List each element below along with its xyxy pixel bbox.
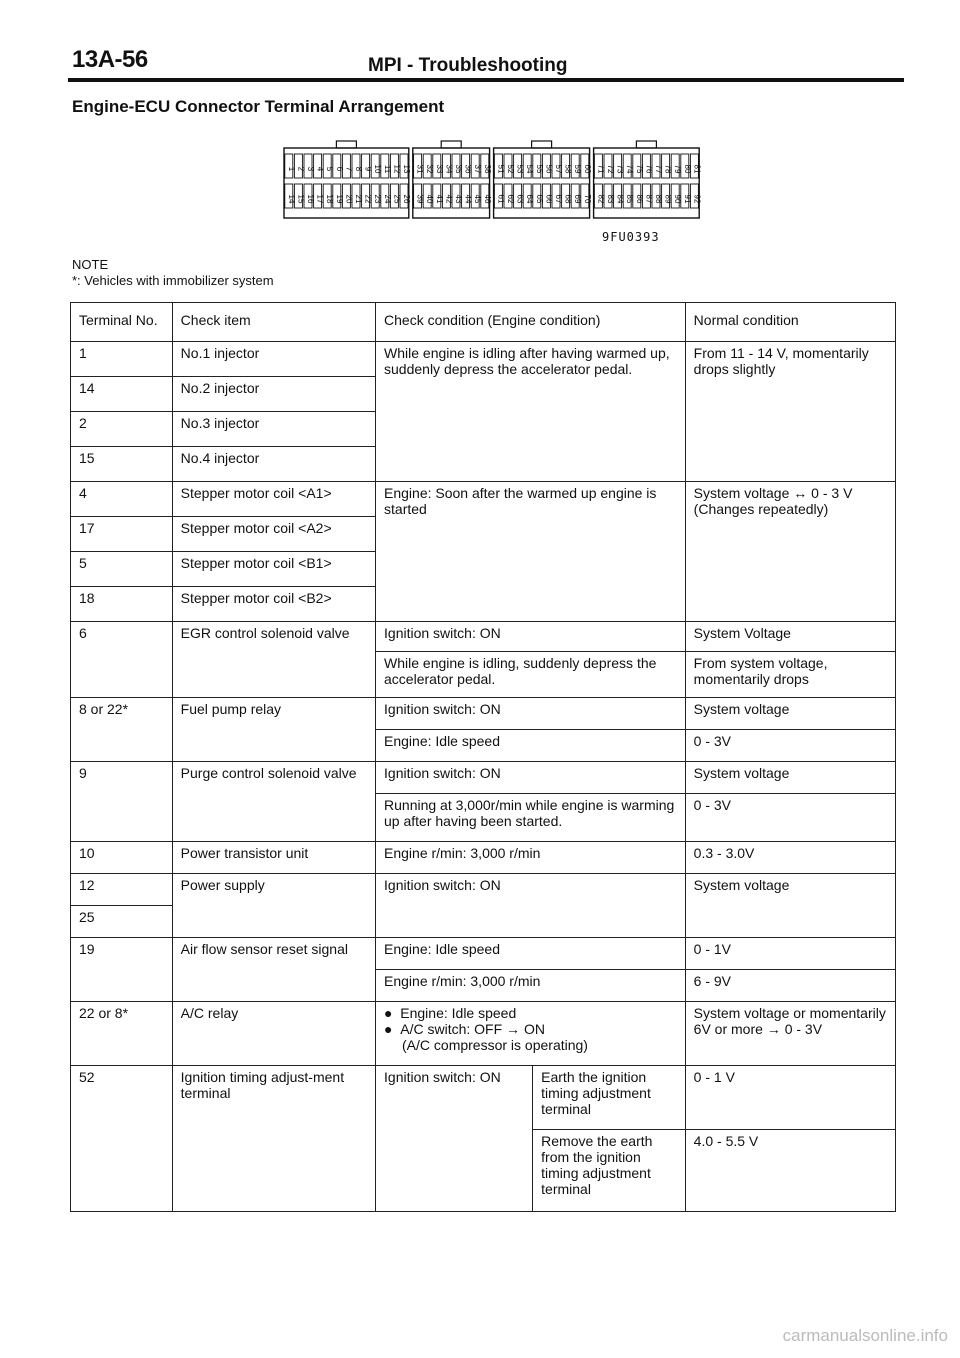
connector-pin-label: 60 bbox=[582, 164, 592, 174]
connector-key bbox=[636, 141, 656, 148]
connector-pin-label: 90 bbox=[673, 194, 683, 204]
connector-pin-label: 64 bbox=[525, 194, 535, 204]
connector-pin-label: 77 bbox=[654, 164, 663, 174]
connector-pin-label: 51 bbox=[496, 164, 506, 174]
table-row bbox=[71, 842, 896, 874]
table-row bbox=[71, 874, 896, 906]
connector-pin-label: 91 bbox=[682, 194, 692, 204]
terminal-cell: 5 bbox=[71, 552, 173, 587]
connector-pin-label: 35 bbox=[454, 164, 463, 174]
connector-key bbox=[532, 141, 552, 148]
terminal-cell: 22 or 8* bbox=[71, 1002, 173, 1066]
note-label: NOTE bbox=[72, 257, 109, 272]
terminal-cell: 17 bbox=[71, 517, 173, 552]
connector-pin-label: 67 bbox=[554, 194, 563, 204]
table-row bbox=[71, 342, 896, 377]
connector-pin-label: 11 bbox=[382, 164, 392, 174]
terminal-cell: 4 bbox=[71, 482, 173, 517]
connector-pin-label: 57 bbox=[554, 164, 563, 174]
connector-pin-label: 25 bbox=[392, 194, 402, 204]
normal-cell: 0 - 1 V bbox=[685, 1066, 895, 1130]
connector-pin-label: 6 bbox=[334, 166, 344, 172]
bullet-item: ● Engine: Idle speed bbox=[384, 1005, 517, 1021]
connector-pin-label: 79 bbox=[673, 164, 683, 174]
connector-pin-label: 8 bbox=[354, 166, 363, 172]
connector-pin-label: 17 bbox=[315, 194, 325, 204]
connector-pin-label: 26 bbox=[402, 194, 411, 204]
page-number: 13A-56 bbox=[72, 46, 148, 73]
terminal-cell: 2 bbox=[71, 412, 173, 447]
connector-pin-label: 39 bbox=[415, 194, 425, 204]
connector-pin-label: 21 bbox=[354, 194, 363, 204]
normal-cell: System voltage ↔ 0 - 3 V (Changes repeatedly) bbox=[685, 482, 895, 622]
connector-pin-label: 75 bbox=[634, 164, 644, 174]
normal-cell: System voltage bbox=[685, 762, 895, 794]
item-cell: Power transistor unit bbox=[172, 842, 375, 874]
condition-cell: Ignition switch: ON bbox=[376, 762, 686, 794]
normal-cell: From system voltage, momentarily drops bbox=[685, 652, 895, 698]
header-terminal: Terminal No. bbox=[71, 303, 173, 342]
item-cell: Fuel pump relay bbox=[172, 698, 375, 762]
normal-cell: 0 - 1V bbox=[685, 938, 895, 970]
condition-cell: Ignition switch: ON bbox=[376, 622, 686, 652]
connector-pin-label: 63 bbox=[515, 194, 525, 204]
connector-pin-label: 5 bbox=[325, 166, 335, 172]
header-normal-condition: Normal condition bbox=[685, 303, 895, 342]
connector-pin-label: 82 bbox=[596, 194, 606, 204]
normal-cell: 0.3 - 3.0V bbox=[685, 842, 895, 874]
connector-pin-label: 72 bbox=[606, 164, 615, 174]
terminal-cell: 15 bbox=[71, 447, 173, 482]
terminal-cell: 52 bbox=[71, 1066, 173, 1212]
connector-pin-label: 87 bbox=[644, 194, 654, 204]
bullet-item: ● A/C switch: OFF → ON bbox=[384, 1021, 545, 1037]
connector-pin-label: 36 bbox=[463, 164, 473, 174]
connector-pin-label: 32 bbox=[425, 164, 435, 174]
sub-condition-cell: Earth the ignition timing adjustment terminal bbox=[533, 1066, 686, 1130]
connector-pin-label: 12 bbox=[392, 164, 402, 174]
item-cell: Air flow sensor reset signal bbox=[172, 938, 375, 1002]
connector-pin-label: 84 bbox=[615, 194, 625, 204]
sub-condition-cell: Remove the earth from the ignition timing adjustment terminal bbox=[533, 1130, 686, 1212]
connector-pin-label: 59 bbox=[573, 164, 583, 174]
item-cell: No.4 injector bbox=[172, 447, 375, 482]
connector-pin-label: 54 bbox=[525, 164, 535, 174]
connector-pin-label: 65 bbox=[534, 194, 544, 204]
connector-pin-label: 44 bbox=[463, 194, 473, 204]
terminal-cell: 19 bbox=[71, 938, 173, 1002]
connector-pin-label: 56 bbox=[544, 164, 554, 174]
connector-pin-label: 1 bbox=[286, 166, 296, 172]
connector-pin-label: 73 bbox=[615, 164, 625, 174]
condition-cell: Engine: Soon after the warmed up engine is started bbox=[376, 482, 686, 622]
connector-pin-label: 61 bbox=[496, 194, 506, 204]
terminal-cell: 9 bbox=[71, 762, 173, 842]
table-row bbox=[71, 938, 896, 970]
condition-cell: While engine is idling, suddenly depress the accelerator pedal. bbox=[376, 652, 686, 698]
header-rule bbox=[68, 78, 904, 82]
connector-pin-label: 41 bbox=[434, 194, 444, 204]
connector-pin-label: 74 bbox=[625, 164, 635, 174]
connector-block bbox=[413, 148, 490, 218]
connector-pin-label: 37 bbox=[473, 164, 483, 174]
connector-pin-label: 92 bbox=[692, 194, 702, 204]
terminal-cell: 25 bbox=[71, 906, 173, 938]
table-row bbox=[71, 762, 896, 794]
item-cell: Power supply bbox=[172, 874, 375, 938]
connector-pin-label: 3 bbox=[306, 166, 315, 172]
connector-pin-label: 31 bbox=[415, 164, 425, 174]
item-cell: Stepper motor coil <A1> bbox=[172, 482, 375, 517]
connector-pin-label: 68 bbox=[563, 194, 573, 204]
connector-pin-label: 16 bbox=[306, 194, 315, 204]
connector-pin-label: 9 bbox=[363, 166, 373, 172]
normal-cell: System voltage or momentarily 6V or more → 0 - 3V bbox=[685, 1002, 895, 1066]
connector-pin-label: 70 bbox=[582, 194, 592, 204]
terminal-table bbox=[70, 302, 896, 1212]
connector-pin-label: 10 bbox=[373, 164, 383, 174]
item-cell: Stepper motor coil <B2> bbox=[172, 587, 375, 622]
connector-pin-label: 66 bbox=[544, 194, 554, 204]
item-cell: No.1 injector bbox=[172, 342, 375, 377]
connector-pin-label: 2 bbox=[296, 166, 306, 172]
item-cell: Stepper motor coil <B1> bbox=[172, 552, 375, 587]
table-row bbox=[71, 482, 896, 517]
watermark-footer: carmanualsonline.info bbox=[782, 1326, 948, 1345]
normal-cell: 4.0 - 5.5 V bbox=[685, 1130, 895, 1212]
connector-pin-label: 53 bbox=[515, 164, 525, 174]
connector-pin-label: 18 bbox=[325, 194, 335, 204]
connector-pin-label: 81 bbox=[692, 164, 702, 174]
terminal-cell: 10 bbox=[71, 842, 173, 874]
condition-cell: Engine: Idle speed bbox=[376, 938, 686, 970]
connector-pin-label: 71 bbox=[596, 164, 606, 174]
section-title: Engine-ECU Connector Terminal Arrangement bbox=[72, 97, 445, 116]
connector-pin-label: 7 bbox=[344, 166, 354, 172]
connector-diagram bbox=[282, 140, 702, 232]
connector-pin-label: 89 bbox=[663, 194, 673, 204]
condition-cell: Ignition switch: ON bbox=[376, 698, 686, 730]
connector-pin-label: 38 bbox=[482, 164, 492, 174]
condition-cell bbox=[376, 1002, 686, 1066]
condition-cell: Ignition switch: ON bbox=[376, 874, 686, 938]
item-cell: A/C relay bbox=[172, 1002, 375, 1066]
normal-cell: From 11 - 14 V, momentarily drops slightly bbox=[685, 342, 895, 482]
connector-key bbox=[336, 141, 356, 148]
header-check-item: Check item bbox=[172, 303, 375, 342]
item-cell: EGR control solenoid valve bbox=[172, 622, 375, 698]
table-row bbox=[71, 1066, 896, 1130]
connector-pin-label: 42 bbox=[444, 194, 454, 204]
connector-pin-label: 22 bbox=[363, 194, 373, 204]
condition-cell: Engine r/min: 3,000 r/min bbox=[376, 970, 686, 1002]
table-row bbox=[71, 1002, 896, 1066]
item-cell: No.2 injector bbox=[172, 377, 375, 412]
connector-block bbox=[494, 148, 590, 218]
connector-pin-label: 19 bbox=[334, 194, 344, 204]
condition-cell: Ignition switch: ON bbox=[376, 1066, 533, 1212]
connector-pin-label: 4 bbox=[315, 166, 325, 172]
normal-cell: 6 - 9V bbox=[685, 970, 895, 1002]
condition-cell: While engine is idling after having warmed up, suddenly depress the accelerator pedal. bbox=[376, 342, 686, 482]
connector-pin-label: 62 bbox=[506, 194, 515, 204]
condition-cell: Engine r/min: 3,000 r/min bbox=[376, 842, 686, 874]
page-header-title: MPI - Troubleshooting bbox=[368, 55, 568, 76]
connector-pin-label: 52 bbox=[506, 164, 515, 174]
connector-key bbox=[441, 141, 461, 148]
table-row bbox=[71, 622, 896, 652]
bullet-note: (A/C compressor is operating) bbox=[402, 1037, 588, 1053]
item-cell: Stepper motor coil <A2> bbox=[172, 517, 375, 552]
connector-pin-label: 15 bbox=[296, 194, 306, 204]
connector-pin-label: 86 bbox=[634, 194, 644, 204]
note-text: *: Vehicles with immobilizer system bbox=[72, 273, 274, 288]
item-cell: No.3 injector bbox=[172, 412, 375, 447]
connector-pin-label: 33 bbox=[434, 164, 444, 174]
connector-pin-label: 88 bbox=[654, 194, 663, 204]
header-check-condition: Check condition (Engine condition) bbox=[376, 303, 686, 342]
connector-pin-label: 83 bbox=[606, 194, 615, 204]
connector-pin-label: 85 bbox=[625, 194, 635, 204]
connector-pin-label: 46 bbox=[482, 194, 492, 204]
terminal-cell: 14 bbox=[71, 377, 173, 412]
terminal-cell: 12 bbox=[71, 874, 173, 906]
connector-pin-label: 43 bbox=[454, 194, 463, 204]
connector-pin-label: 69 bbox=[573, 194, 583, 204]
terminal-cell: 6 bbox=[71, 622, 173, 698]
connector-pin-label: 24 bbox=[382, 194, 392, 204]
item-cell: Purge control solenoid valve bbox=[172, 762, 375, 842]
connector-pin-label: 23 bbox=[373, 194, 383, 204]
condition-cell: Running at 3,000r/min while engine is warming up after having been started. bbox=[376, 794, 686, 842]
normal-cell: 0 - 3V bbox=[685, 730, 895, 762]
connector-pin-label: 45 bbox=[473, 194, 483, 204]
connector-block bbox=[594, 148, 700, 218]
item-cell: Ignition timing adjust-ment terminal bbox=[172, 1066, 375, 1212]
normal-cell: System voltage bbox=[685, 874, 895, 938]
terminal-cell: 18 bbox=[71, 587, 173, 622]
connector-pin-label: 40 bbox=[425, 194, 435, 204]
table-header-row bbox=[71, 303, 896, 342]
connector-pin-label: 78 bbox=[663, 164, 673, 174]
normal-cell: 0 - 3V bbox=[685, 794, 895, 842]
connector-pin-label: 34 bbox=[444, 164, 454, 174]
connector-pin-label: 58 bbox=[563, 164, 573, 174]
connector-pin-label: 55 bbox=[534, 164, 544, 174]
figure-code: 9FU0393 bbox=[602, 230, 660, 244]
connector-pin-label: 14 bbox=[286, 194, 296, 204]
connector-pin-label: 80 bbox=[682, 164, 692, 174]
terminal-cell: 8 or 22* bbox=[71, 698, 173, 762]
condition-cell: Engine: Idle speed bbox=[376, 730, 686, 762]
normal-cell: System Voltage bbox=[685, 622, 895, 652]
normal-cell: System voltage bbox=[685, 698, 895, 730]
connector-pin-label: 20 bbox=[344, 194, 354, 204]
connector-pin-label: 13 bbox=[402, 164, 411, 174]
terminal-cell: 1 bbox=[71, 342, 173, 377]
table-row bbox=[71, 698, 896, 730]
connector-pin-label: 76 bbox=[644, 164, 654, 174]
